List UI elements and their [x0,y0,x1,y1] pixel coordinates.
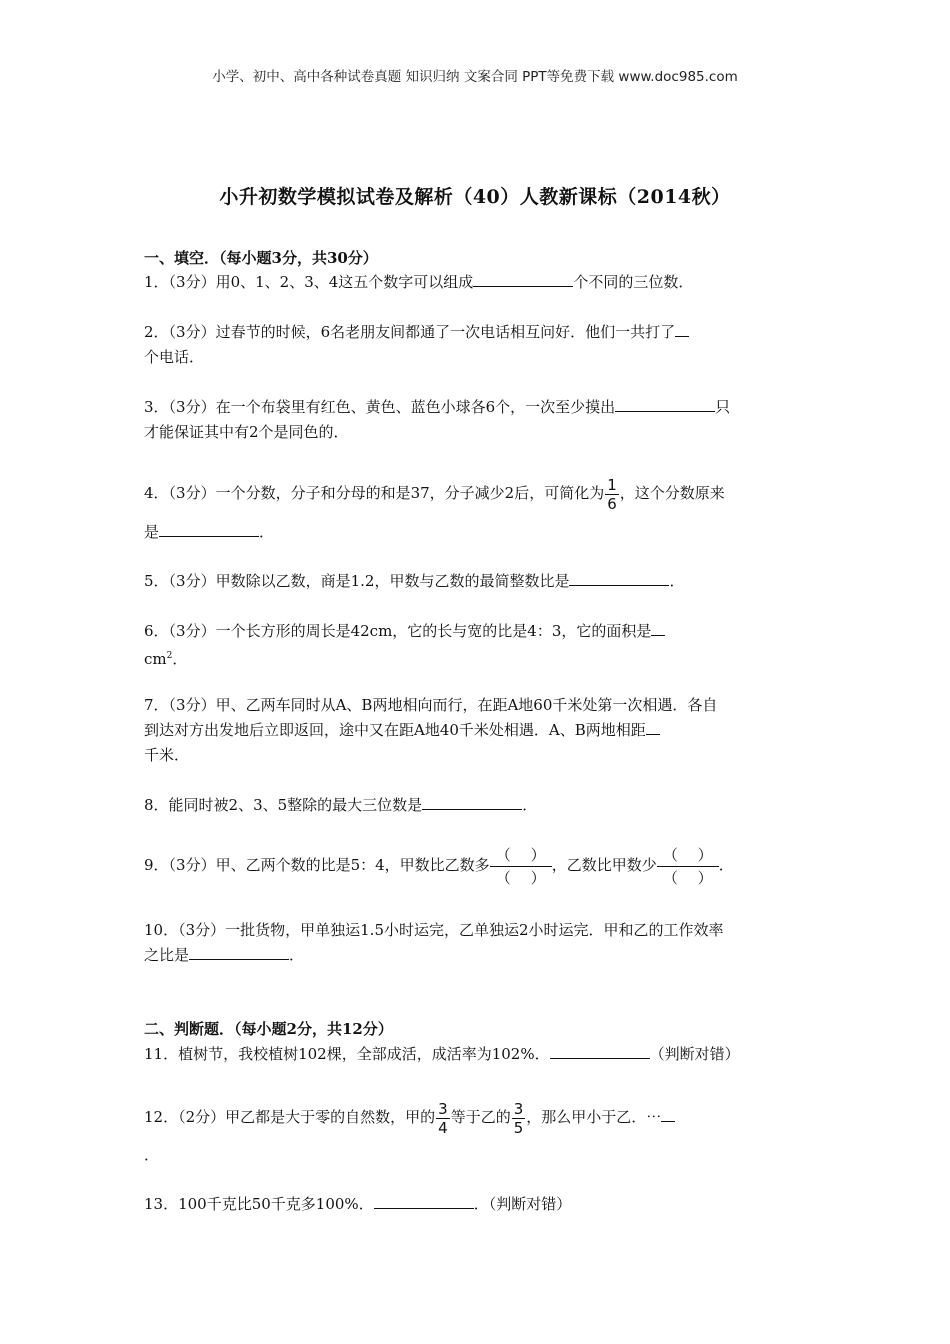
question-13: 13．100千克比50千克多100%． ．（判断对错） [144,1195,572,1213]
answer-blank[interactable] [550,1044,650,1059]
section-true-false-heading: 二、判断题．（每小题2分，共12分） [144,1020,393,1038]
answer-blank[interactable] [651,621,665,636]
question-10: 10．（3分）一批货物，甲单独运1.5小时运完，乙单独运2小时运完．甲和乙的工作效率 [144,921,724,939]
question-7-cont2: 千米． [144,746,190,764]
question-12: 12．（2分）甲乙都是大于零的自然数，甲的 $\frac{3}{4}$ 等于乙的 $\frac{3}{5}$ ，那么甲小于乙．⋯ [144,1094,675,1140]
question-11: 11．植树节，我校植树102棵，全部成活，成活率为102%． （判断对错） [144,1045,740,1063]
question-7: 7．（3分）甲、乙两车同时从A、B两地相向而行，在距A地60千米处第一次相遇．各自 [144,696,718,714]
fraction-blank[interactable]: $\frac{( )}{( )}$ [490,844,552,889]
question-3: 3．（3分）在一个布袋里有红色、黄色、蓝色小球各6个，一次至少摸出 只 [144,398,731,416]
question-5: 5．（3分）甲数除以乙数，商是1.2，甲数与乙数的最简整数比是 ． [144,572,685,590]
answer-blank[interactable] [473,272,573,287]
answer-blank[interactable] [646,720,660,735]
question-2-cont: 个电话． [144,348,205,366]
answer-blank[interactable] [615,397,715,412]
answer-blank[interactable] [675,322,689,337]
question-4-cont: 是 ． [144,523,275,541]
question-10-cont: 之比是 ． [144,946,305,964]
answer-blank[interactable] [661,1107,675,1122]
fraction: $\frac{1}{6}$ [607,475,617,513]
question-2: 2．（3分）过春节的时候，6名老朋友间都通了一次电话相互问好．他们一共打了 [144,321,689,343]
question-1: 1．（3分）用0、1、2、3、4这五个数字可以组成 个不同的三位数． [144,273,694,291]
question-6-cont: $cm^2$． [144,650,188,668]
answer-blank[interactable] [374,1194,474,1209]
question-4: 4．（3分）一个分数，分子和分母的和是37，分子减少2后，可简化为 $\frac{1}{6}$ ，这个分数原来 [144,475,725,513]
question-12-cont: ． [144,1146,160,1164]
answer-blank[interactable] [569,571,669,586]
fraction: $\frac{3}{5}$ [513,1099,524,1137]
question-9: 9．（3分）甲、乙两个数的比是5：4，甲数比乙数多 $\frac{( )}{( )}$ ，乙数比甲数少 $\frac{( )}{( )}$ ． [144,845,734,887]
page-title: 小升初数学模拟试卷及解析（40）人教新课标（2014秋） [219,186,731,208]
answer-blank[interactable] [159,522,259,537]
answer-blank[interactable] [422,795,522,810]
question-7-cont: 到达对方出发地后立即返回，途中又在距A地40千米处相遇．A、B两地相距 [144,719,660,741]
question-8: 8．能同时被2、3、5整除的最大三位数是 ． [144,796,538,814]
fraction-blank[interactable]: $\frac{( )}{( )}$ [657,844,719,889]
section-fill-blank-heading: 一、填空．（每小题3分，共30分） [144,249,378,267]
question-6: 6．（3分）一个长方形的周长是42cm，它的长与宽的比是4：3，它的面积是 [144,620,665,642]
answer-blank[interactable] [189,945,289,960]
question-3-cont: 才能保证其中有2个是同色的． [144,423,349,441]
page-header: 小学、初中、高中各种试卷真题 知识归纳 文案合同 PPT等免费下载 www.doc985.com [212,69,738,85]
fraction: $\frac{3}{4}$ [438,1099,448,1137]
